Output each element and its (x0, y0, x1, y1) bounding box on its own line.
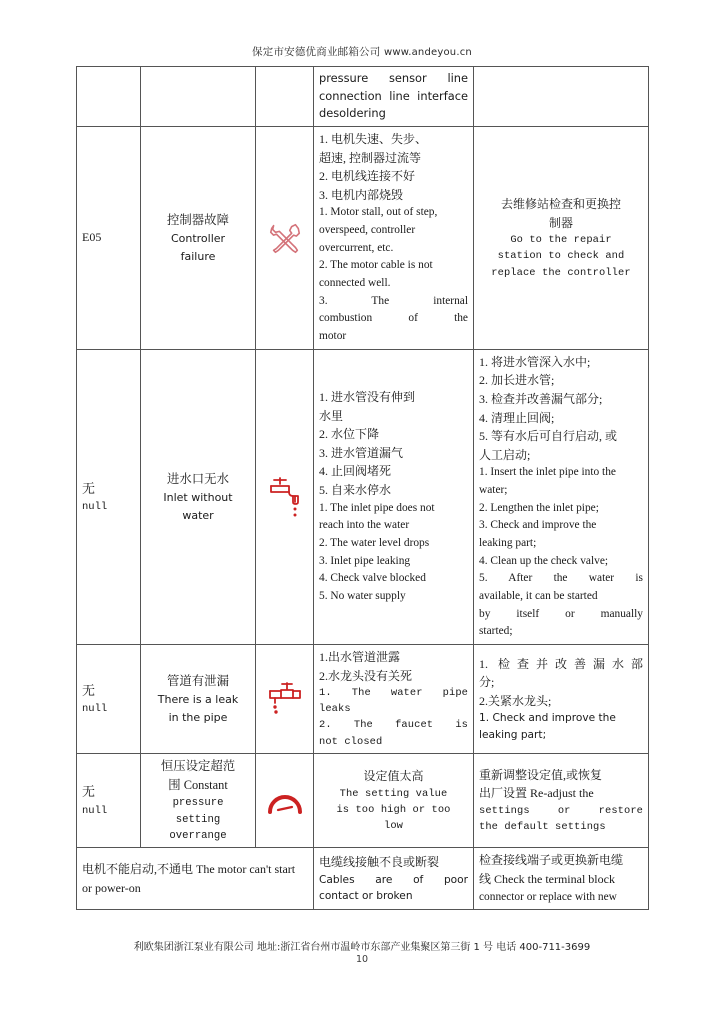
cause-line: 1. The inlet pipe does not (319, 501, 435, 514)
cell-icon (256, 127, 314, 350)
cause-line: 3. 进水管道漏气 (319, 445, 404, 460)
cause-line: 2. The water level drops (319, 537, 430, 550)
cause-line: desoldering (319, 106, 386, 121)
table-row (77, 645, 649, 754)
cell-cause (314, 67, 474, 127)
faucet-icon (267, 474, 303, 520)
tools-icon (266, 219, 304, 257)
cause-line: pressure sensor line (319, 71, 468, 85)
cause-line: 超速, 控制器过流等 (319, 150, 422, 165)
cell-code (77, 127, 141, 350)
cause-line: 5. 自来水停水 (319, 483, 392, 498)
fault-code-zh: 无 (82, 784, 96, 800)
fault-code-en: null (82, 702, 108, 715)
cause-line: not closed (319, 735, 383, 748)
cell-code (77, 753, 141, 848)
fault-name-zh: 控制器故障 (167, 213, 229, 228)
fault-name-en: failure (180, 249, 216, 263)
solution-line: started; (479, 625, 513, 638)
fault-name-en: water (182, 508, 214, 522)
solution-line: 2.关紧水龙头; (479, 693, 552, 708)
solution-line: station to check and (497, 250, 625, 263)
cell-name (141, 67, 256, 127)
cell-merged-fault (77, 848, 314, 910)
table-row (77, 127, 649, 350)
fault-name-en: setting (175, 813, 221, 826)
cause-line: 5. No water supply (319, 590, 406, 603)
solution-line: 3. 检查并改善漏气部分; (479, 391, 603, 406)
solution-line: 分; (479, 675, 495, 690)
page-number: 10 (355, 954, 369, 965)
cause-line: overspeed, controller (319, 224, 416, 237)
fault-code-en: null (82, 804, 108, 817)
cell-solution (474, 127, 649, 350)
solution-line: 重新调整设定值,或恢复 (479, 767, 603, 782)
solution-line: 4. Clean up the check valve; (479, 554, 609, 567)
cell-solution (474, 349, 649, 644)
cell-icon (256, 645, 314, 754)
solution-line: 5. After the water is (479, 572, 643, 585)
cause-line: motor (319, 330, 347, 343)
cause-line: Cables are of poor (319, 873, 468, 886)
cell-cause (314, 349, 474, 644)
cause-line: connection line interface (319, 88, 468, 103)
cause-line: 2. 电机线连接不好 (319, 169, 416, 184)
solution-line: water; (479, 484, 508, 496)
solution-line: 去维修站检查和更换控 (500, 197, 621, 212)
fault-code-en: null (82, 500, 108, 513)
solution-line: 人工启动; (479, 447, 531, 462)
fault-code-table (76, 66, 649, 910)
solution-line: 5. 等有水后可自行启动, 或 (479, 429, 618, 444)
header-website: www.andeyou.cn (384, 47, 472, 58)
cause-line: 3. Inlet pipe leaking (319, 554, 411, 567)
cause-line: 2.水龙头没有关死 (319, 668, 413, 683)
solution-line: 4. 清理止回阀; (479, 410, 555, 425)
cause-line: 4. 止回阀堵死 (319, 464, 392, 479)
cause-line: 2. The motor cable is not (319, 259, 433, 272)
cell-name (141, 349, 256, 644)
solution-line: 2. Lengthen the inlet pipe; (479, 501, 599, 514)
cause-line: 4. Check valve blocked (319, 572, 426, 585)
fault-name-en: Inlet without (163, 491, 233, 505)
solution-line: leaking part; (479, 728, 547, 741)
page-footer: 利欧集团浙江泵业有限公司 地址:浙江省台州市温岭市东部产业集聚区第三街 1 号 电话 400-711-3699 (133, 942, 591, 953)
cause-line: 水里 (319, 408, 344, 423)
cell-name (141, 645, 256, 754)
cause-line: overcurrent, etc. (319, 241, 394, 254)
pressure-gauge-icon (265, 786, 305, 816)
fault-name-en: overrange (169, 829, 227, 842)
solution-line: 1. Check and improve the (479, 712, 616, 725)
cell-icon (256, 753, 314, 848)
cell-icon (256, 67, 314, 127)
solution-line: 1. 检查并改善漏水部 (479, 656, 643, 671)
solution-line: replace the controller (491, 266, 631, 279)
table-row (77, 349, 649, 644)
cell-solution (474, 645, 649, 754)
solution-line: by itself or manually (479, 607, 643, 620)
cause-line: 设定值太高 (363, 769, 424, 784)
solution-line: available, it can be started (479, 590, 598, 603)
table-row (77, 67, 649, 127)
cell-cause (314, 753, 474, 848)
cause-line: 3. 电机内部烧毁 (319, 187, 404, 202)
cause-line: 1.出水管道泄露 (319, 650, 401, 665)
cell-cause (314, 848, 474, 910)
solution-line: Go to the repair (510, 234, 612, 247)
table-row (77, 848, 649, 910)
cell-code (77, 645, 141, 754)
solution-line: the default settings (479, 821, 606, 834)
fault-name-en: There is a leak (157, 693, 239, 707)
leaking-valve-icon (265, 680, 305, 718)
cause-line: 1. The water pipe (319, 687, 468, 700)
cell-code (77, 349, 141, 644)
fault-name-en: Controller (170, 232, 226, 246)
solution-line: connector or replace with new (479, 890, 617, 903)
fault-code: E05 (82, 230, 102, 245)
solution-line: 出厂设置 Re-adjust the (479, 786, 594, 801)
cell-solution (474, 67, 649, 127)
solution-line: 制器 (548, 215, 573, 230)
cause-line: connected well. (319, 277, 391, 290)
cause-line: combustion of the (319, 312, 468, 325)
cell-icon (256, 349, 314, 644)
merged-line: 电机不能启动,不通电 The motor can't start (82, 862, 296, 877)
cause-line: 1. Motor stall, out of step, (319, 206, 438, 219)
solution-line: 3. Check and improve the (479, 519, 597, 532)
cause-line: 2. 水位下降 (319, 427, 380, 442)
cell-cause (314, 645, 474, 754)
cause-line: is too high or too (336, 803, 451, 816)
solution-line: 2. 加长进水管; (479, 373, 555, 388)
table-row (77, 753, 649, 848)
cell-cause (314, 127, 474, 350)
cell-solution (474, 753, 649, 848)
solution-line: 检查接线端子或更换新电缆 (479, 853, 624, 868)
solution-line: leaking part; (479, 537, 537, 550)
fault-name-en: pressure (172, 797, 224, 810)
cell-name (141, 127, 256, 350)
cell-code (77, 67, 141, 127)
fault-code-zh: 无 (82, 682, 96, 698)
cell-solution (474, 848, 649, 910)
solution-line: 1. Insert the inlet pipe into the (479, 466, 616, 479)
cause-line: 3. The internal (319, 294, 468, 307)
cell-name (141, 753, 256, 848)
cause-line: leaks (319, 703, 351, 716)
solution-line: 线 Check the terminal block (479, 871, 615, 886)
fault-name-zh: 围 Constant (168, 777, 228, 792)
cause-line: 1. 进水管没有伸到 (319, 390, 416, 405)
fault-name-zh: 管道有泄漏 (167, 674, 229, 689)
cause-line: 2. The faucet is (319, 719, 468, 732)
cause-line: 1. 电机失速、失步、 (319, 132, 428, 147)
cause-line: 电缆线接触不良或断裂 (319, 855, 440, 870)
page-header (0, 44, 724, 59)
solution-line: 1. 将进水管深入水中; (479, 354, 591, 369)
fault-name-zh: 进水口无水 (167, 472, 229, 487)
header-company: 保定市安德优商业邮箱公司 (252, 46, 381, 58)
fault-code-zh: 无 (82, 480, 96, 496)
fault-name-zh: 恒压设定超范 (160, 758, 236, 773)
cause-line: The setting value (339, 787, 448, 800)
cause-line: contact or broken (319, 890, 413, 903)
fault-name-en: in the pipe (168, 710, 228, 724)
solution-line: settings or restore (479, 805, 643, 818)
cause-line: low (383, 819, 403, 832)
merged-line: or power-on (82, 880, 141, 895)
cause-line: reach into the water (319, 519, 410, 532)
